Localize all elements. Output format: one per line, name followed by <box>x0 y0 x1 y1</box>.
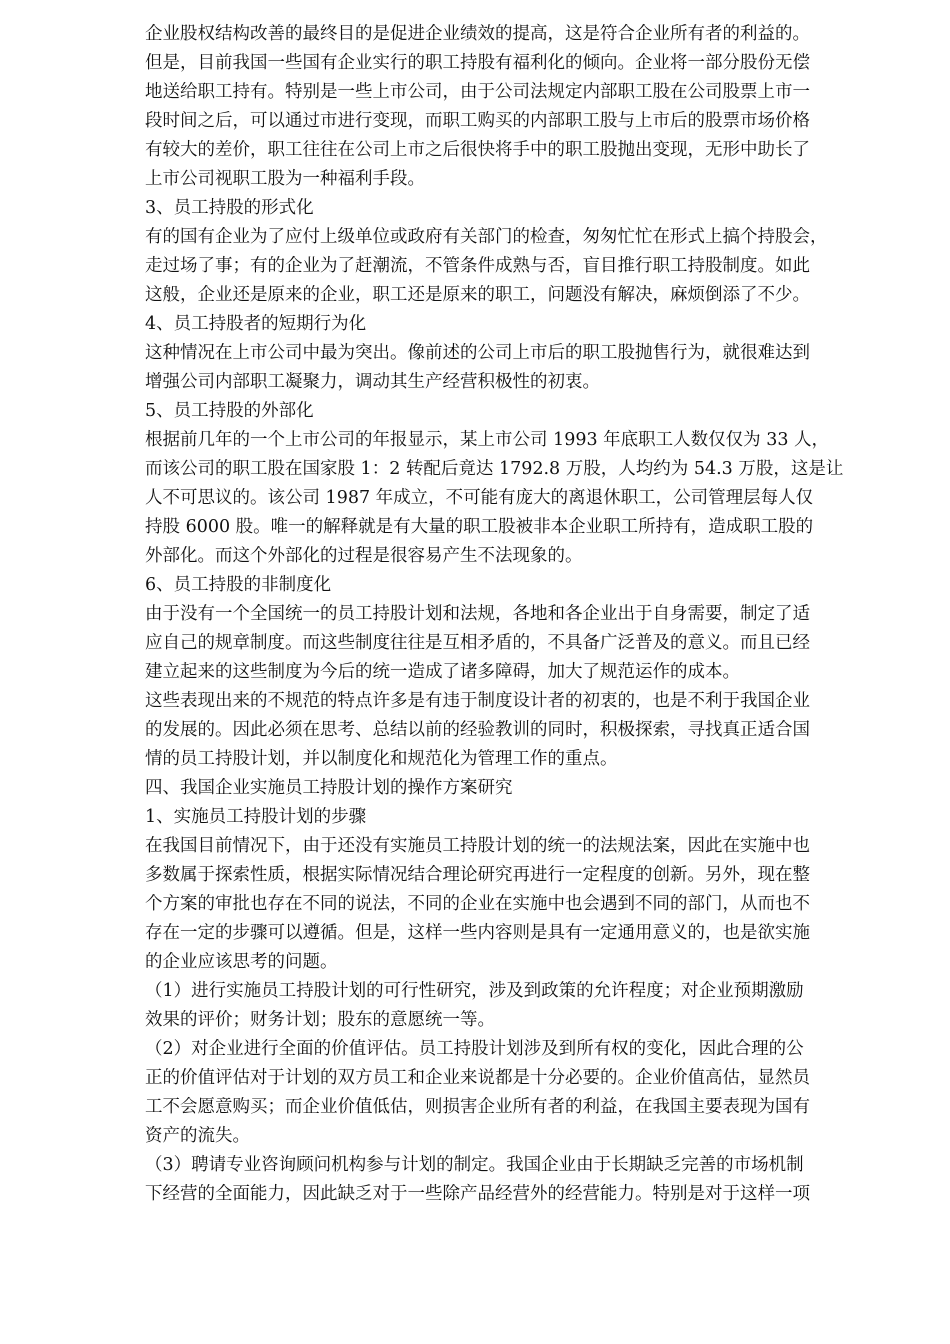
text-line: 这种情况在上市公司中最为突出。像前述的公司上市后的职工股抛售行为，就很难达到 <box>145 343 810 363</box>
text-line: 持股 6000 股。唯一的解释就是有大量的职工股被非本企业职工所持有，造成职工股的 <box>145 517 814 537</box>
text-line: 5、员工持股的外部化 <box>145 401 314 421</box>
text-line: 下经营的全面能力，因此缺乏对于一些除产品经营外的经营能力。特别是对于这样一项 <box>145 1184 810 1204</box>
text-line: 这些表现出来的不规范的特点许多是有违于制度设计者的初衷的，也是不利于我国企业 <box>145 691 810 711</box>
text-line: 企业股权结构改善的最终目的是促进企业绩效的提高，这是符合企业所有者的利益的。 <box>145 24 810 44</box>
text-line: 工不会愿意购买；而企业价值低估，则损害企业所有者的利益，在我国主要表现为国有 <box>145 1097 810 1117</box>
text-line: 在我国目前情况下，由于还没有实施员工持股计划的统一的法规法案，因此在实施中也 <box>145 836 810 856</box>
text-line: 资产的流失。 <box>145 1126 250 1146</box>
text-line: 外部化。而这个外部化的过程是很容易产生不法现象的。 <box>145 546 583 566</box>
text-line: （3）聘请专业咨询顾问机构参与计划的制定。我国企业由于长期缺乏完善的市场机制 <box>145 1155 804 1175</box>
text-line: 应自己的规章制度。而这些制度往往是互相矛盾的，不具备广泛普及的意义。而且已经 <box>145 633 810 653</box>
text-line: 根据前几年的一个上市公司的年报显示，某上市公司 1993 年底职工人数仅仅为 33 人， <box>145 430 830 450</box>
text-line: 6、员工持股的非制度化 <box>145 575 332 595</box>
text-line: 增强公司内部职工凝聚力，调动其生产经营积极性的初衷。 <box>145 372 600 392</box>
text-line: 1、实施员工持股计划的步骤 <box>145 807 367 827</box>
text-line: 4、员工持股者的短期行为化 <box>145 314 367 334</box>
text-line: 有较大的差价，职工往往在公司上市之后很快将手中的职工股抛出变现，无形中助长了 <box>145 140 810 160</box>
text-line: 情的员工持股计划，并以制度化和规范化为管理工作的重点。 <box>145 749 618 769</box>
text-line: 个方案的审批也存在不同的说法，不同的企业在实施中也会遇到不同的部门，从而也不 <box>145 894 810 914</box>
text-line: 建立起来的这些制度为今后的统一造成了诸多障碍，加大了规范运作的成本。 <box>145 662 740 682</box>
text-line: 效果的评价；财务计划；股东的意愿统一等。 <box>145 1010 495 1030</box>
text-line: 由于没有一个全国统一的员工持股计划和法规，各地和各企业出于自身需要，制定了适 <box>145 604 810 624</box>
text-line: 有的国有企业为了应付上级单位或政府有关部门的检查，匆匆忙忙在形式上搞个持股会， <box>145 227 828 247</box>
text-line: 走过场了事；有的企业为了赶潮流，不管条件成熟与否，盲目推行职工持股制度。如此 <box>145 256 810 276</box>
text-line: （1）进行实施员工持股计划的可行性研究，涉及到政策的允许程度；对企业预期激励 <box>145 981 804 1001</box>
text-line: 存在一定的步骤可以遵循。但是，这样一些内容则是具有一定通用意义的，也是欲实施 <box>145 923 810 943</box>
text-line: 3、员工持股的形式化 <box>145 198 314 218</box>
text-line: 但是，目前我国一些国有企业实行的职工持股有福利化的倾向。企业将一部分股份无偿 <box>145 53 810 73</box>
document-body <box>145 20 905 1209</box>
text-line: 多数属于探索性质，根据实际情况结合理论研究再进行一定程度的创新。另外，现在整 <box>145 865 810 885</box>
text-line: 的企业应该思考的问题。 <box>145 952 338 972</box>
text-line: 地送给职工持有。特别是一些上市公司，由于公司法规定内部职工股在公司股票上市一 <box>145 82 810 102</box>
text-line: 这般，企业还是原来的企业，职工还是原来的职工，问题没有解决，麻烦倒添了不少。 <box>145 285 810 305</box>
text-line: 的发展的。因此必须在思考、总结以前的经验教训的同时，积极探索，寻找真正适合国 <box>145 720 810 740</box>
text-line: 四、我国企业实施员工持股计划的操作方案研究 <box>145 778 513 798</box>
text-line: （2）对企业进行全面的价值评估。员工持股计划涉及到所有权的变化，因此合理的公 <box>145 1039 804 1059</box>
text-line: 段时间之后，可以通过市进行变现，而职工购买的内部职工股与上市后的股票市场价格 <box>145 111 810 131</box>
text-line: 而该公司的职工股在国家股 1：2 转配后竟达 1792.8 万股，人均约为 54.3 万股，这是让 <box>145 459 844 479</box>
text-line: 正的价值评估对于计划的双方员工和企业来说都是十分必要的。企业价值高估，显然员 <box>145 1068 810 1088</box>
text-line: 上市公司视职工股为一种福利手段。 <box>145 169 425 189</box>
text-line: 人不可思议的。该公司 1987 年成立，不可能有庞大的离退休职工，公司管理层每人仅 <box>145 488 814 508</box>
